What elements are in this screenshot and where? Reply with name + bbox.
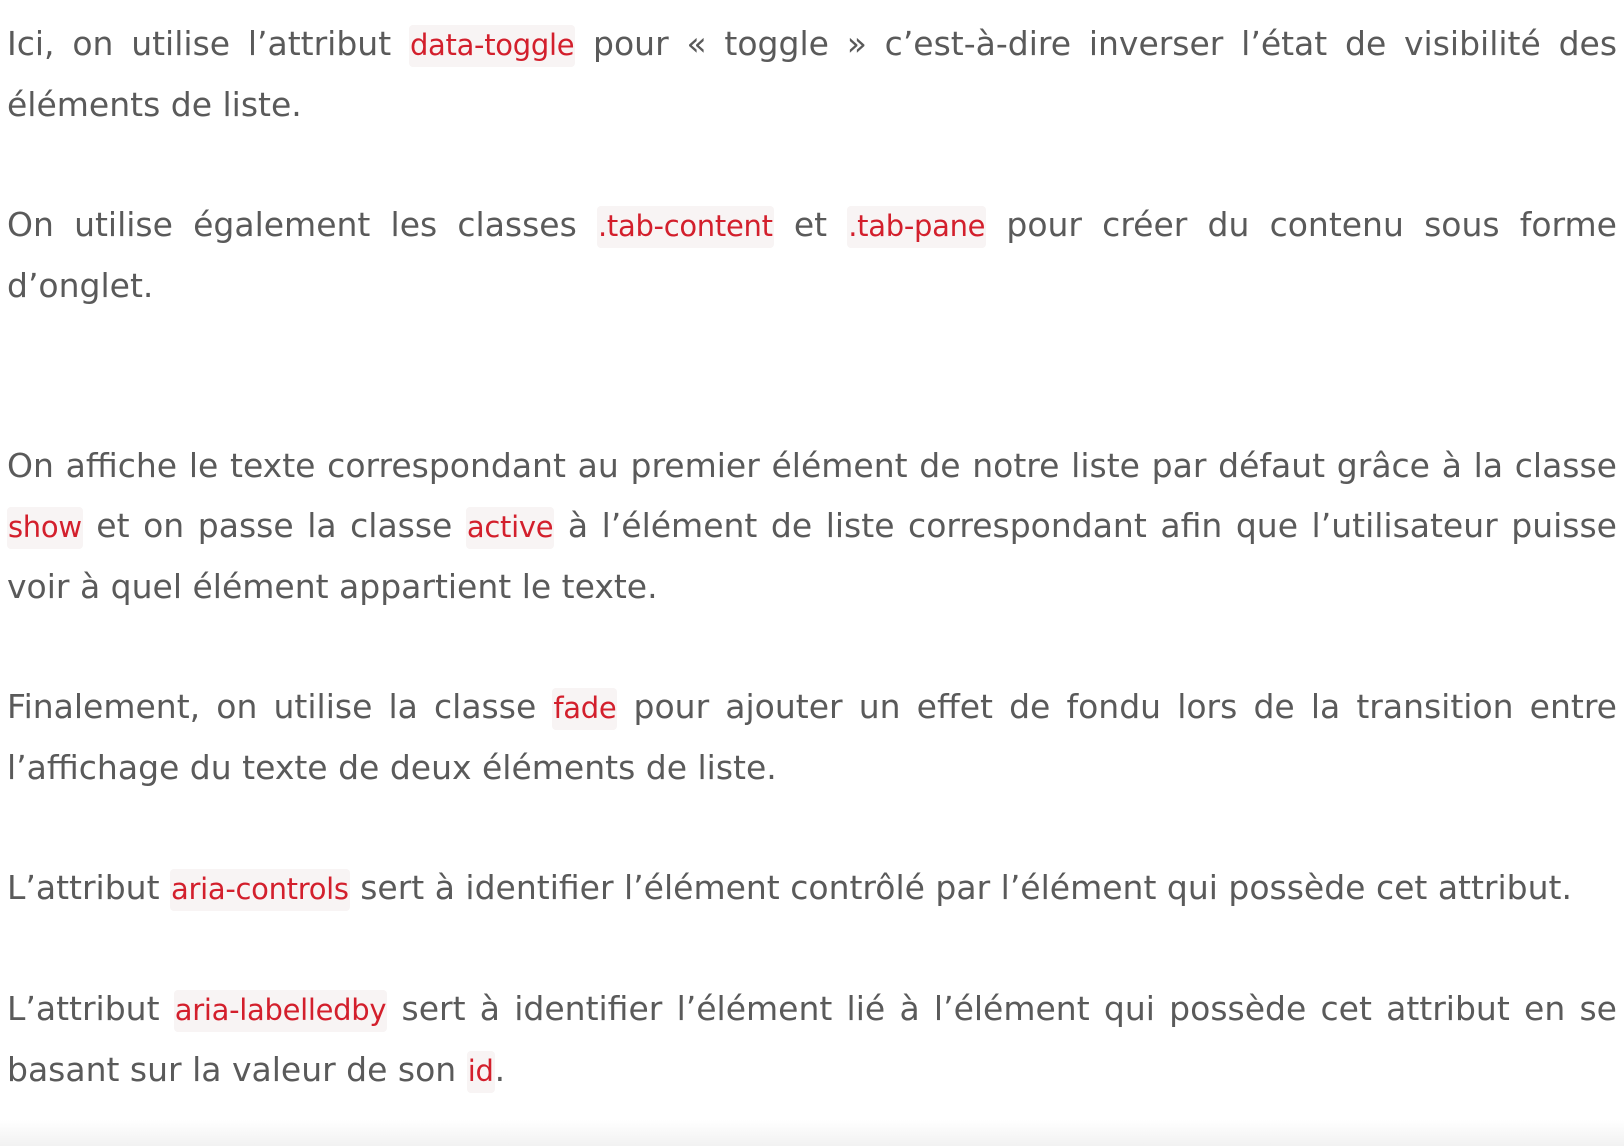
bottom-fade-overlay [0,1120,1624,1146]
article-body [7,14,1617,1101]
text-segment: à l’élément de liste correspondant afin que l’utilisateur puisse voir à quel élément appartient le texte. [7,506,1617,606]
inline-code-tab-pane: .tab-pane [847,206,986,248]
text-segment: pour « toggle » c’est-à-dire inverser l’état de visibilité des éléments de liste. [7,24,1618,124]
text-segment: et on passe la classe [82,506,466,545]
inline-code-data-toggle: data-toggle [409,25,575,67]
text-segment: pour ajouter un effet de fondu lors de la transition entre l’affichage du texte de deux éléments de liste. [7,687,1617,787]
inline-code-id: id [467,1051,495,1093]
text-segment: L’attribut [7,868,171,907]
text-segment: Finalement, on utilise la classe [7,687,553,726]
text-segment: On affiche le texte correspondant au premier élément de notre liste par défaut grâce à la classe [7,446,1617,485]
text-segment: sert à identifier l’élément contrôlé par l’élément qui possède cet attribut. [349,868,1572,907]
text-segment: pour créer du contenu sous forme d’onglet. [7,205,1617,305]
inline-code-active: active [466,507,554,549]
inline-code-aria-labelledby: aria-labelledby [174,990,388,1032]
text-segment: et [773,205,848,244]
inline-code-tab-content: .tab-content [597,206,774,248]
paragraph-show-active [7,436,1617,617]
text-segment: On utilise également les classes [7,205,597,244]
paragraph-fade [7,677,1617,798]
paragraph-aria-controls [7,858,1617,919]
inline-code-show: show [7,507,83,549]
paragraph-data-toggle [7,14,1617,135]
inline-code-aria-controls: aria-controls [170,869,350,911]
text-segment: sert à identifier l’élément lié à l’élément qui possède cet attribut en se basant sur la valeur de son [7,989,1617,1089]
text-segment: Ici, on utilise l’attribut [7,24,409,63]
text-segment: . [494,1050,506,1089]
paragraph-tab-classes [7,195,1617,316]
paragraph-aria-labelledby [7,979,1617,1101]
text-segment: L’attribut [7,989,174,1028]
inline-code-fade: fade [552,688,617,730]
